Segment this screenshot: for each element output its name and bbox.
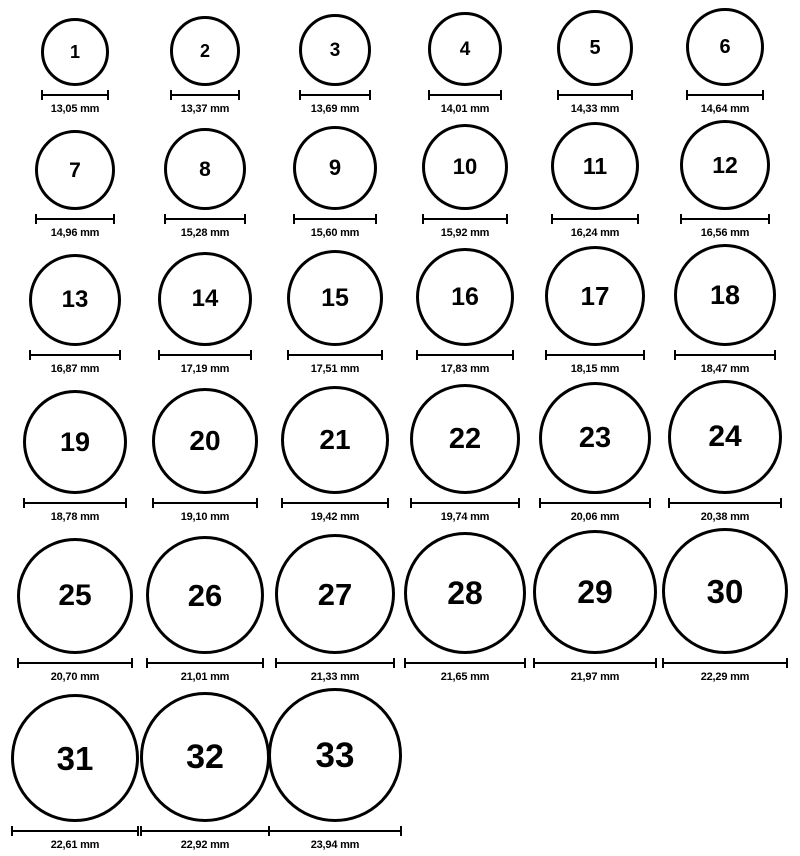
diameter-label: 18,78 mm	[50, 511, 100, 523]
measure-cap-right	[774, 350, 776, 360]
measure-line	[674, 354, 776, 356]
measure-line	[152, 502, 258, 504]
measure-cap-left	[158, 350, 160, 360]
ring-circle	[140, 692, 270, 822]
measure-line	[680, 218, 770, 220]
diameter-label: 18,47 mm	[700, 363, 750, 375]
measure-line	[35, 218, 115, 220]
diameter-measure-bar	[23, 498, 127, 508]
measure-cap-right	[387, 498, 389, 508]
ring-size-number: 25	[58, 579, 92, 612]
measure-cap-right	[393, 658, 395, 668]
measure-cap-left	[668, 498, 670, 508]
ring-size-number: 1	[69, 42, 80, 62]
ring-circle	[410, 384, 520, 494]
ring-size-cell[interactable]	[10, 528, 140, 683]
measure-cap-right	[381, 350, 383, 360]
diameter-measure-bar	[686, 90, 764, 100]
measure-line	[416, 354, 514, 356]
ring-circle	[299, 14, 371, 86]
ring-size-number: 27	[317, 576, 353, 612]
measure-cap-right	[631, 90, 633, 100]
diameter-label: 21,65 mm	[440, 671, 490, 683]
diameter-label: 19,42 mm	[310, 511, 360, 523]
ring-circle	[428, 12, 502, 86]
ring-size-number: 3	[329, 39, 341, 61]
measure-cap-left	[428, 90, 430, 100]
ring-circle	[557, 10, 633, 86]
ring-circle	[662, 528, 788, 654]
measure-cap-left	[152, 498, 154, 508]
ring-size-cell[interactable]	[270, 688, 400, 851]
measure-line	[410, 502, 520, 504]
diameter-label: 13,37 mm	[180, 103, 230, 115]
measure-cap-right	[649, 498, 651, 508]
measure-cap-left	[146, 658, 148, 668]
ring-size-cell[interactable]	[270, 244, 400, 375]
measure-cap-left	[662, 658, 664, 668]
measure-cap-left	[140, 826, 142, 836]
ring-circle	[146, 536, 264, 654]
ring-size-number: 18	[709, 279, 741, 310]
ring-circle	[680, 120, 770, 210]
diameter-label: 15,28 mm	[180, 227, 230, 239]
ring-size-number: 28	[447, 575, 483, 611]
measure-cap-right	[768, 214, 770, 224]
ring-size-number: 33	[315, 735, 355, 775]
ring-size-cell[interactable]	[530, 8, 660, 115]
diameter-label: 23,94 mm	[310, 839, 360, 851]
measure-cap-left	[287, 350, 289, 360]
diameter-measure-bar	[29, 350, 121, 360]
diameter-label: 19,74 mm	[440, 511, 490, 523]
diameter-measure-bar	[416, 350, 514, 360]
measure-cap-left	[293, 214, 295, 224]
measure-cap-left	[557, 90, 559, 100]
ring-size-number: 13	[61, 286, 89, 313]
measure-line	[41, 94, 109, 96]
diameter-label: 14,01 mm	[440, 103, 490, 115]
ring-size-cell[interactable]	[10, 380, 140, 523]
ring-size-cell[interactable]	[530, 244, 660, 375]
ring-circle	[29, 254, 121, 346]
ring-circle	[164, 128, 246, 210]
ring-size-number: 4	[459, 38, 471, 60]
measure-line	[17, 662, 133, 664]
ring-circle	[41, 18, 109, 86]
diameter-measure-bar	[164, 214, 246, 224]
measure-line	[11, 830, 139, 832]
ring-size-cell[interactable]	[10, 688, 140, 851]
measure-cap-left	[674, 350, 676, 360]
ring-circle	[17, 538, 133, 654]
ring-size-number: 9	[328, 155, 342, 180]
diameter-measure-bar	[545, 350, 645, 360]
ring-circle	[23, 390, 127, 494]
diameter-label: 20,70 mm	[50, 671, 100, 683]
diameter-label: 13,69 mm	[310, 103, 360, 115]
diameter-label: 21,01 mm	[180, 671, 230, 683]
measure-line	[428, 94, 502, 96]
ring-row	[10, 380, 790, 528]
measure-cap-left	[164, 214, 166, 224]
diameter-measure-bar	[680, 214, 770, 224]
diameter-label: 21,33 mm	[310, 671, 360, 683]
ring-size-number: 19	[59, 426, 91, 457]
measure-cap-left	[533, 658, 535, 668]
measure-cap-left	[268, 826, 270, 836]
ring-size-number: 2	[199, 41, 210, 61]
ring-size-cell[interactable]	[400, 244, 530, 375]
diameter-label: 20,38 mm	[700, 511, 750, 523]
measure-line	[557, 94, 633, 96]
ring-size-cell[interactable]	[140, 528, 270, 683]
measure-cap-left	[404, 658, 406, 668]
measure-cap-right	[500, 90, 502, 100]
diameter-measure-bar	[668, 498, 782, 508]
diameter-measure-bar	[404, 658, 526, 668]
measure-cap-left	[275, 658, 277, 668]
diameter-measure-bar	[422, 214, 508, 224]
ring-size-cell[interactable]	[400, 528, 530, 683]
diameter-measure-bar	[146, 658, 264, 668]
ring-size-cell[interactable]	[270, 380, 400, 523]
diameter-label: 17,83 mm	[440, 363, 490, 375]
measure-cap-right	[119, 350, 121, 360]
ring-size-cell[interactable]	[660, 528, 790, 683]
measure-line	[164, 218, 246, 220]
ring-size-cell[interactable]	[400, 8, 530, 115]
ring-circle	[668, 380, 782, 494]
measure-cap-left	[29, 350, 31, 360]
diameter-measure-bar	[35, 214, 115, 224]
diameter-measure-bar	[281, 498, 389, 508]
measure-cap-left	[41, 90, 43, 100]
measure-cap-left	[545, 350, 547, 360]
diameter-label: 22,61 mm	[50, 839, 100, 851]
measure-cap-left	[11, 826, 13, 836]
measure-line	[539, 502, 651, 504]
diameter-label: 15,60 mm	[310, 227, 360, 239]
ring-size-cell[interactable]	[10, 8, 140, 115]
measure-cap-right	[244, 214, 246, 224]
measure-line	[140, 830, 270, 832]
ring-size-cell[interactable]	[660, 244, 790, 375]
ring-size-cell[interactable]	[10, 244, 140, 375]
ring-size-number: 10	[452, 154, 478, 179]
measure-line	[287, 354, 383, 356]
measure-cap-left	[410, 498, 412, 508]
diameter-measure-bar	[11, 826, 139, 836]
measure-cap-left	[170, 90, 172, 100]
measure-line	[281, 502, 389, 504]
measure-cap-right	[762, 90, 764, 100]
measure-cap-right	[400, 826, 402, 836]
ring-row	[10, 244, 790, 380]
ring-size-cell[interactable]	[400, 120, 530, 239]
measure-line	[662, 662, 788, 664]
diameter-measure-bar	[410, 498, 520, 508]
ring-row	[10, 8, 790, 120]
measure-cap-left	[23, 498, 25, 508]
measure-cap-left	[281, 498, 283, 508]
measure-line	[545, 354, 645, 356]
diameter-label: 15,92 mm	[440, 227, 490, 239]
diameter-label: 17,19 mm	[180, 363, 230, 375]
measure-cap-right	[107, 90, 109, 100]
diameter-measure-bar	[293, 214, 377, 224]
diameter-label: 14,33 mm	[570, 103, 620, 115]
ring-size-number: 11	[582, 152, 608, 179]
ring-size-cell[interactable]	[10, 120, 140, 239]
measure-cap-right	[375, 214, 377, 224]
measure-line	[293, 218, 377, 220]
ring-circle	[674, 244, 776, 346]
ring-circle	[11, 694, 139, 822]
measure-cap-right	[518, 498, 520, 508]
measure-cap-left	[17, 658, 19, 668]
measure-cap-right	[262, 658, 264, 668]
ring-size-number: 6	[719, 36, 731, 58]
measure-line	[686, 94, 764, 96]
diameter-label: 16,24 mm	[570, 227, 620, 239]
ring-size-cell[interactable]	[140, 688, 270, 851]
ring-circle	[287, 250, 383, 346]
ring-circle	[152, 388, 258, 494]
measure-cap-left	[551, 214, 553, 224]
diameter-measure-bar	[268, 826, 402, 836]
ring-size-cell[interactable]	[140, 8, 270, 115]
diameter-label: 14,96 mm	[50, 227, 100, 239]
measure-line	[170, 94, 240, 96]
ring-row	[10, 120, 790, 244]
measure-line	[29, 354, 121, 356]
ring-circle	[551, 122, 639, 210]
ring-size-number: 30	[706, 572, 744, 610]
ring-size-cell[interactable]	[400, 380, 530, 523]
ring-size-number: 29	[577, 574, 613, 610]
measure-cap-right	[506, 214, 508, 224]
ring-size-number: 5	[589, 37, 601, 59]
measure-cap-left	[422, 214, 424, 224]
ring-size-number: 7	[69, 158, 81, 182]
ring-circle	[416, 248, 514, 346]
ring-size-number: 26	[187, 577, 223, 613]
diameter-label: 16,56 mm	[700, 227, 750, 239]
diameter-measure-bar	[533, 658, 657, 668]
measure-cap-right	[637, 214, 639, 224]
ring-circle	[275, 534, 395, 654]
measure-line	[23, 502, 127, 504]
measure-cap-left	[539, 498, 541, 508]
ring-size-number: 12	[712, 151, 738, 178]
ring-size-number: 17	[580, 281, 610, 311]
measure-line	[404, 662, 526, 664]
diameter-measure-bar	[299, 90, 371, 100]
ring-size-cell[interactable]	[660, 8, 790, 115]
diameter-label: 14,64 mm	[700, 103, 750, 115]
ring-size-number: 31	[56, 739, 94, 777]
ring-size-number: 16	[451, 282, 479, 311]
ring-size-cell[interactable]	[530, 120, 660, 239]
measure-cap-left	[416, 350, 418, 360]
diameter-measure-bar	[275, 658, 395, 668]
ring-circle	[293, 126, 377, 210]
diameter-measure-bar	[662, 658, 788, 668]
measure-cap-right	[256, 498, 258, 508]
diameter-measure-bar	[539, 498, 651, 508]
measure-cap-left	[35, 214, 37, 224]
ring-size-cell[interactable]	[140, 244, 270, 375]
ring-circle	[533, 530, 657, 654]
measure-line	[268, 830, 402, 832]
ring-size-cell[interactable]	[270, 120, 400, 239]
ring-row	[10, 688, 790, 856]
measure-line	[299, 94, 371, 96]
measure-line	[275, 662, 395, 664]
diameter-label: 19,10 mm	[180, 511, 230, 523]
ring-circle	[686, 8, 764, 86]
ring-size-cell[interactable]	[660, 380, 790, 523]
measure-cap-right	[137, 826, 139, 836]
measure-cap-left	[299, 90, 301, 100]
ring-size-number: 21	[319, 424, 351, 455]
diameter-measure-bar	[152, 498, 258, 508]
measure-cap-right	[655, 658, 657, 668]
ring-size-number: 20	[189, 425, 221, 456]
measure-line	[146, 662, 264, 664]
measure-line	[422, 218, 508, 220]
ring-size-cell[interactable]	[660, 120, 790, 239]
ring-size-cell[interactable]	[530, 528, 660, 683]
measure-line	[158, 354, 252, 356]
diameter-measure-bar	[41, 90, 109, 100]
ring-size-number: 22	[448, 422, 482, 455]
ring-size-number: 23	[578, 421, 612, 454]
diameter-measure-bar	[17, 658, 133, 668]
measure-cap-right	[524, 658, 526, 668]
measure-line	[551, 218, 639, 220]
diameter-measure-bar	[428, 90, 502, 100]
measure-cap-right	[125, 498, 127, 508]
ring-circle	[404, 532, 526, 654]
diameter-label: 22,29 mm	[700, 671, 750, 683]
ring-size-cell[interactable]	[270, 528, 400, 683]
diameter-measure-bar	[140, 826, 270, 836]
diameter-label: 22,92 mm	[180, 839, 230, 851]
measure-line	[668, 502, 782, 504]
measure-cap-left	[680, 214, 682, 224]
diameter-measure-bar	[674, 350, 776, 360]
ring-circle	[281, 386, 389, 494]
measure-cap-right	[643, 350, 645, 360]
ring-size-cell[interactable]	[140, 380, 270, 523]
ring-size-cell[interactable]	[530, 380, 660, 523]
measure-cap-right	[250, 350, 252, 360]
measure-cap-right	[512, 350, 514, 360]
diameter-measure-bar	[158, 350, 252, 360]
ring-circle	[422, 124, 508, 210]
diameter-label: 13,05 mm	[50, 103, 100, 115]
ring-circle	[268, 688, 402, 822]
measure-line	[533, 662, 657, 664]
diameter-label: 17,51 mm	[310, 363, 360, 375]
ring-size-number: 8	[199, 157, 211, 181]
diameter-label: 20,06 mm	[570, 511, 620, 523]
ring-circle	[170, 16, 240, 86]
ring-circle	[539, 382, 651, 494]
measure-cap-right	[238, 90, 240, 100]
ring-size-number: 24	[708, 420, 742, 453]
measure-cap-right	[131, 658, 133, 668]
measure-cap-right	[369, 90, 371, 100]
diameter-measure-bar	[170, 90, 240, 100]
ring-row	[10, 528, 790, 688]
diameter-measure-bar	[287, 350, 383, 360]
diameter-measure-bar	[551, 214, 639, 224]
ring-size-cell[interactable]	[140, 120, 270, 239]
ring-circle	[35, 130, 115, 210]
measure-cap-left	[686, 90, 688, 100]
diameter-measure-bar	[557, 90, 633, 100]
ring-size-number: 15	[321, 283, 349, 312]
measure-cap-right	[780, 498, 782, 508]
diameter-label: 18,15 mm	[570, 363, 620, 375]
ring-circle	[158, 252, 252, 346]
ring-circle	[545, 246, 645, 346]
ring-size-number: 14	[191, 285, 219, 312]
diameter-label: 16,87 mm	[50, 363, 100, 375]
ring-size-number: 32	[186, 738, 224, 776]
measure-cap-right	[113, 214, 115, 224]
measure-cap-right	[786, 658, 788, 668]
diameter-label: 21,97 mm	[570, 671, 620, 683]
ring-size-cell[interactable]	[270, 8, 400, 115]
